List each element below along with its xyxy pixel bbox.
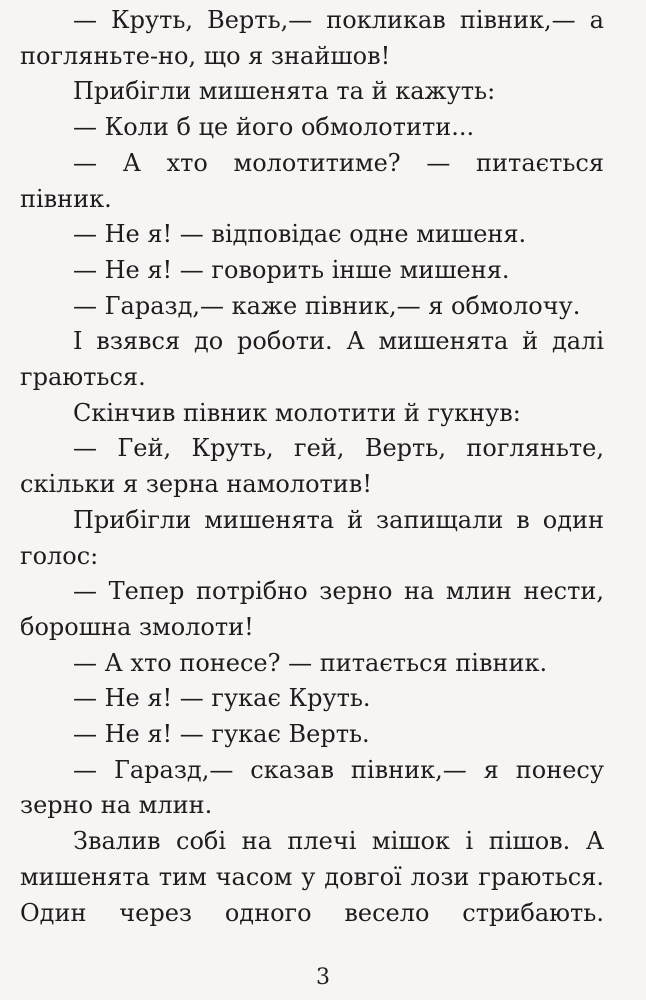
story-text xyxy=(20,3,604,931)
paragraph: Прибігли мишенята та й кажуть: xyxy=(73,77,496,106)
paragraph: — Не я! — відповідає одне мишеня. xyxy=(73,220,527,249)
paragraph: — Круть, Верть,— покликав півник,— а погляньте-но, що я знайшов! xyxy=(20,6,604,70)
paragraph: Звалив собі на плечі мішок і пішов. А мишенята тим часом у довгої лози граються. Один через одного весело стрибають. xyxy=(20,827,604,927)
paragraph: — Гаразд,— каже півник,— я обмолочу. xyxy=(73,291,581,320)
paragraph: — Не я! — гукає Круть. xyxy=(73,684,371,713)
paragraph: Скінчив півник молотити й гукнув: xyxy=(73,398,521,427)
paragraph: — Гаразд,— сказав півник,— я понесу зерно на млин. xyxy=(20,755,604,820)
paragraph: — Тепер потрібно зерно на млин нести, борошна змолоти! xyxy=(20,577,604,641)
paragraph: Прибігли мишенята й запищали в один голос: xyxy=(20,505,604,570)
paragraph: І взявся до роботи. А мишенята й далі граються. xyxy=(20,327,604,392)
paragraph: — А хто понесе? — питається півник. xyxy=(73,648,548,677)
paragraph: — Гей, Круть, гей, Верть, погляньте, скільки я зерна намолотив! xyxy=(20,434,604,499)
paragraph: — Коли б це його обмолотити... xyxy=(73,113,475,142)
paragraph: — А хто молотитиме? — питається півник. xyxy=(20,148,604,213)
page-number: 3 xyxy=(316,965,330,990)
paragraph: — Не я! — говорить інше мишеня. xyxy=(73,255,510,284)
paragraph: — Не я! — гукає Верть. xyxy=(73,720,370,749)
